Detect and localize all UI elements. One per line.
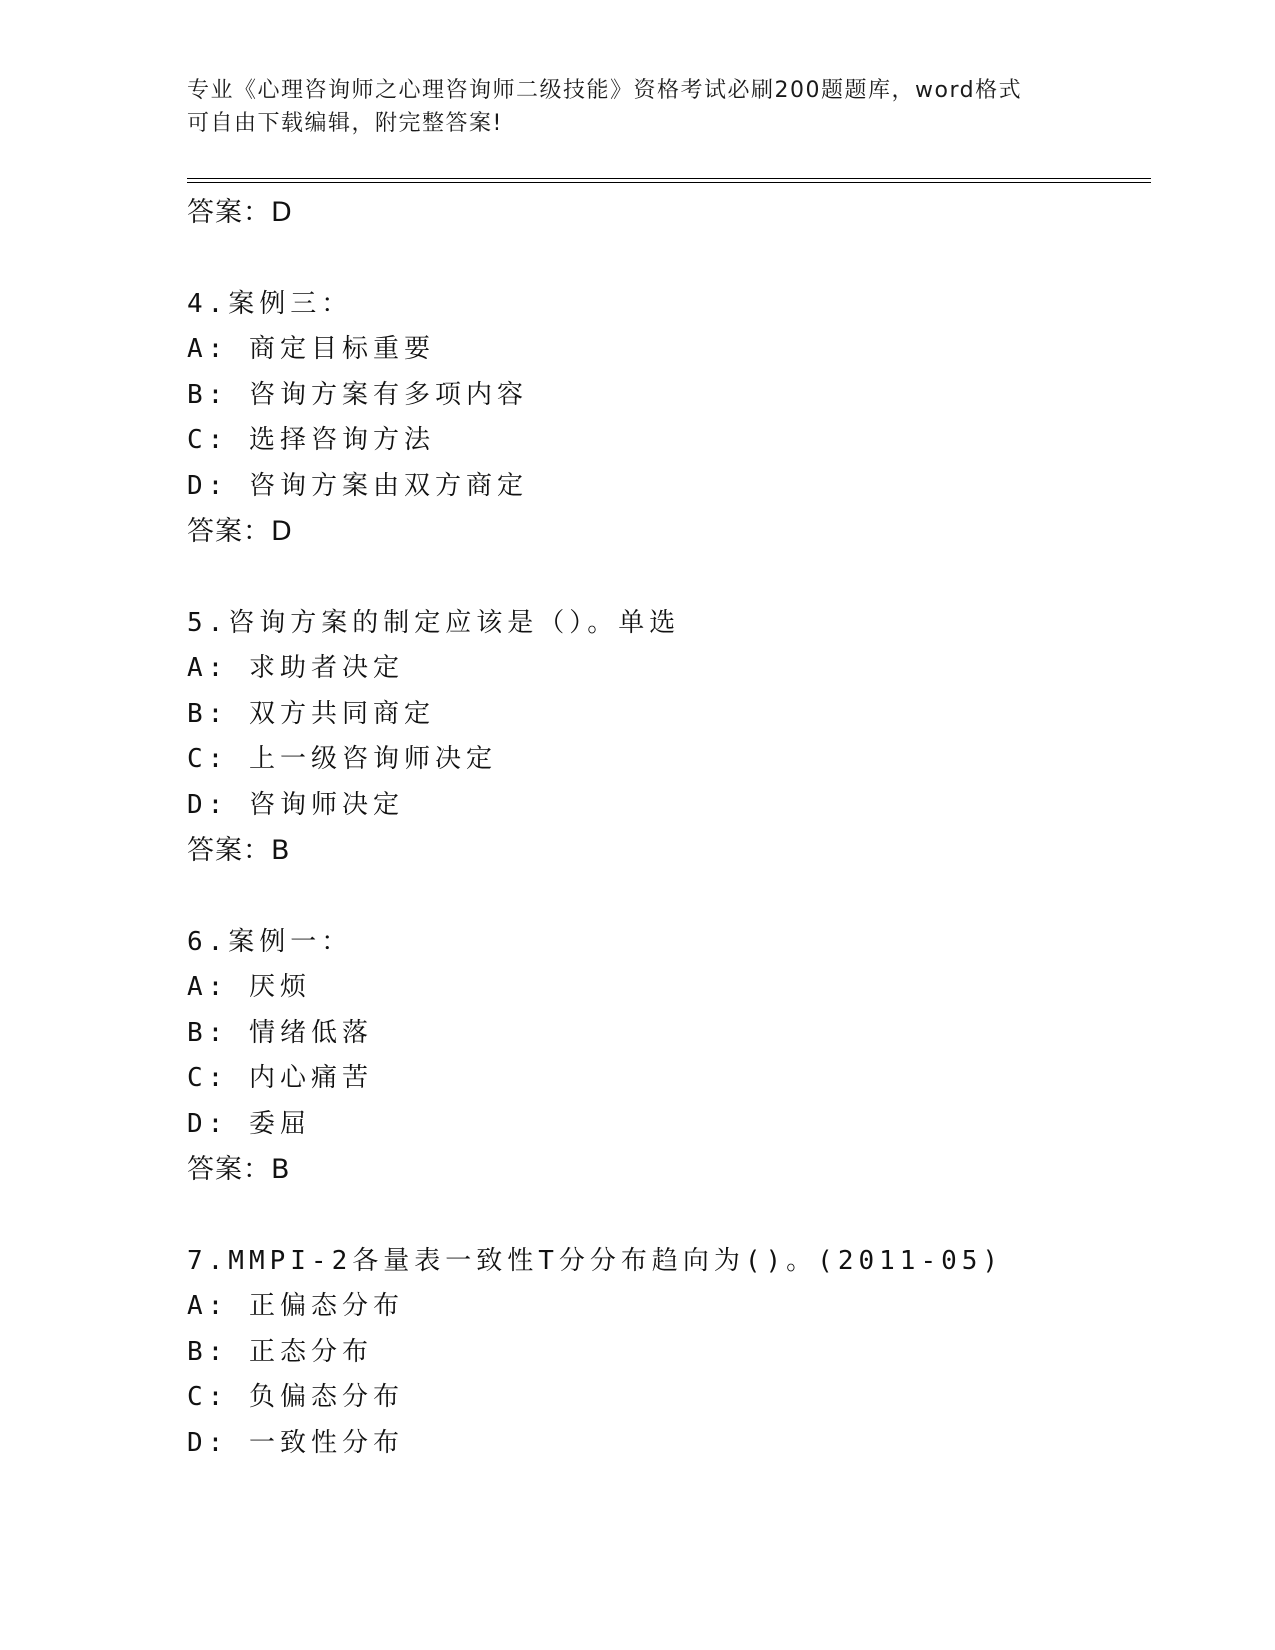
question-7 bbox=[187, 1239, 1147, 1467]
option-b: B: 双方共同商定 bbox=[187, 698, 435, 729]
answer-line: 答案：D bbox=[187, 516, 293, 547]
header-divider bbox=[187, 178, 1151, 183]
question-6 bbox=[187, 920, 1147, 1193]
header-line-2: 可自由下载编辑，附完整答案! bbox=[187, 111, 503, 136]
question-4 bbox=[187, 282, 1147, 555]
option-c: C: 负偏态分布 bbox=[187, 1382, 404, 1412]
question-stem: 4.案例三： bbox=[187, 288, 353, 319]
answer-line: 答案：D bbox=[187, 197, 293, 228]
answer-line: 答案：B bbox=[187, 835, 291, 866]
option-b: B: 正态分布 bbox=[187, 1336, 373, 1367]
option-a: A: 商定目标重要 bbox=[187, 334, 435, 364]
question-stem: 7.MMPI-2各量表一致性T分分布趋向为()。(2011-05) bbox=[187, 1245, 1004, 1276]
option-d: D: 一致性分布 bbox=[187, 1427, 404, 1458]
page-header bbox=[187, 74, 1087, 140]
option-d: D: 咨询师决定 bbox=[187, 789, 404, 820]
option-c: C: 选择咨询方法 bbox=[187, 425, 435, 455]
question-5 bbox=[187, 601, 1147, 874]
question-stem: 6.案例一： bbox=[187, 926, 353, 957]
option-d: D: 咨询方案由双方商定 bbox=[187, 470, 528, 501]
option-c: C: 上一级咨询师决定 bbox=[187, 744, 497, 774]
option-b: B: 咨询方案有多项内容 bbox=[187, 379, 528, 410]
option-b: B: 情绪低落 bbox=[187, 1017, 373, 1048]
answer-line: 答案：B bbox=[187, 1154, 291, 1185]
option-a: A: 正偏态分布 bbox=[187, 1291, 404, 1321]
option-a: A: 厌烦 bbox=[187, 972, 311, 1002]
option-a: A: 求助者决定 bbox=[187, 653, 404, 683]
header-line-1: 专业《心理咨询师之心理咨询师二级技能》资格考试必刷200题题库，word格式 bbox=[187, 78, 1023, 103]
question-stem: 5.咨询方案的制定应该是（）。单选 bbox=[187, 607, 681, 638]
question-list bbox=[187, 190, 1147, 1466]
option-c: C: 内心痛苦 bbox=[187, 1063, 373, 1093]
option-d: D: 委屈 bbox=[187, 1108, 311, 1139]
